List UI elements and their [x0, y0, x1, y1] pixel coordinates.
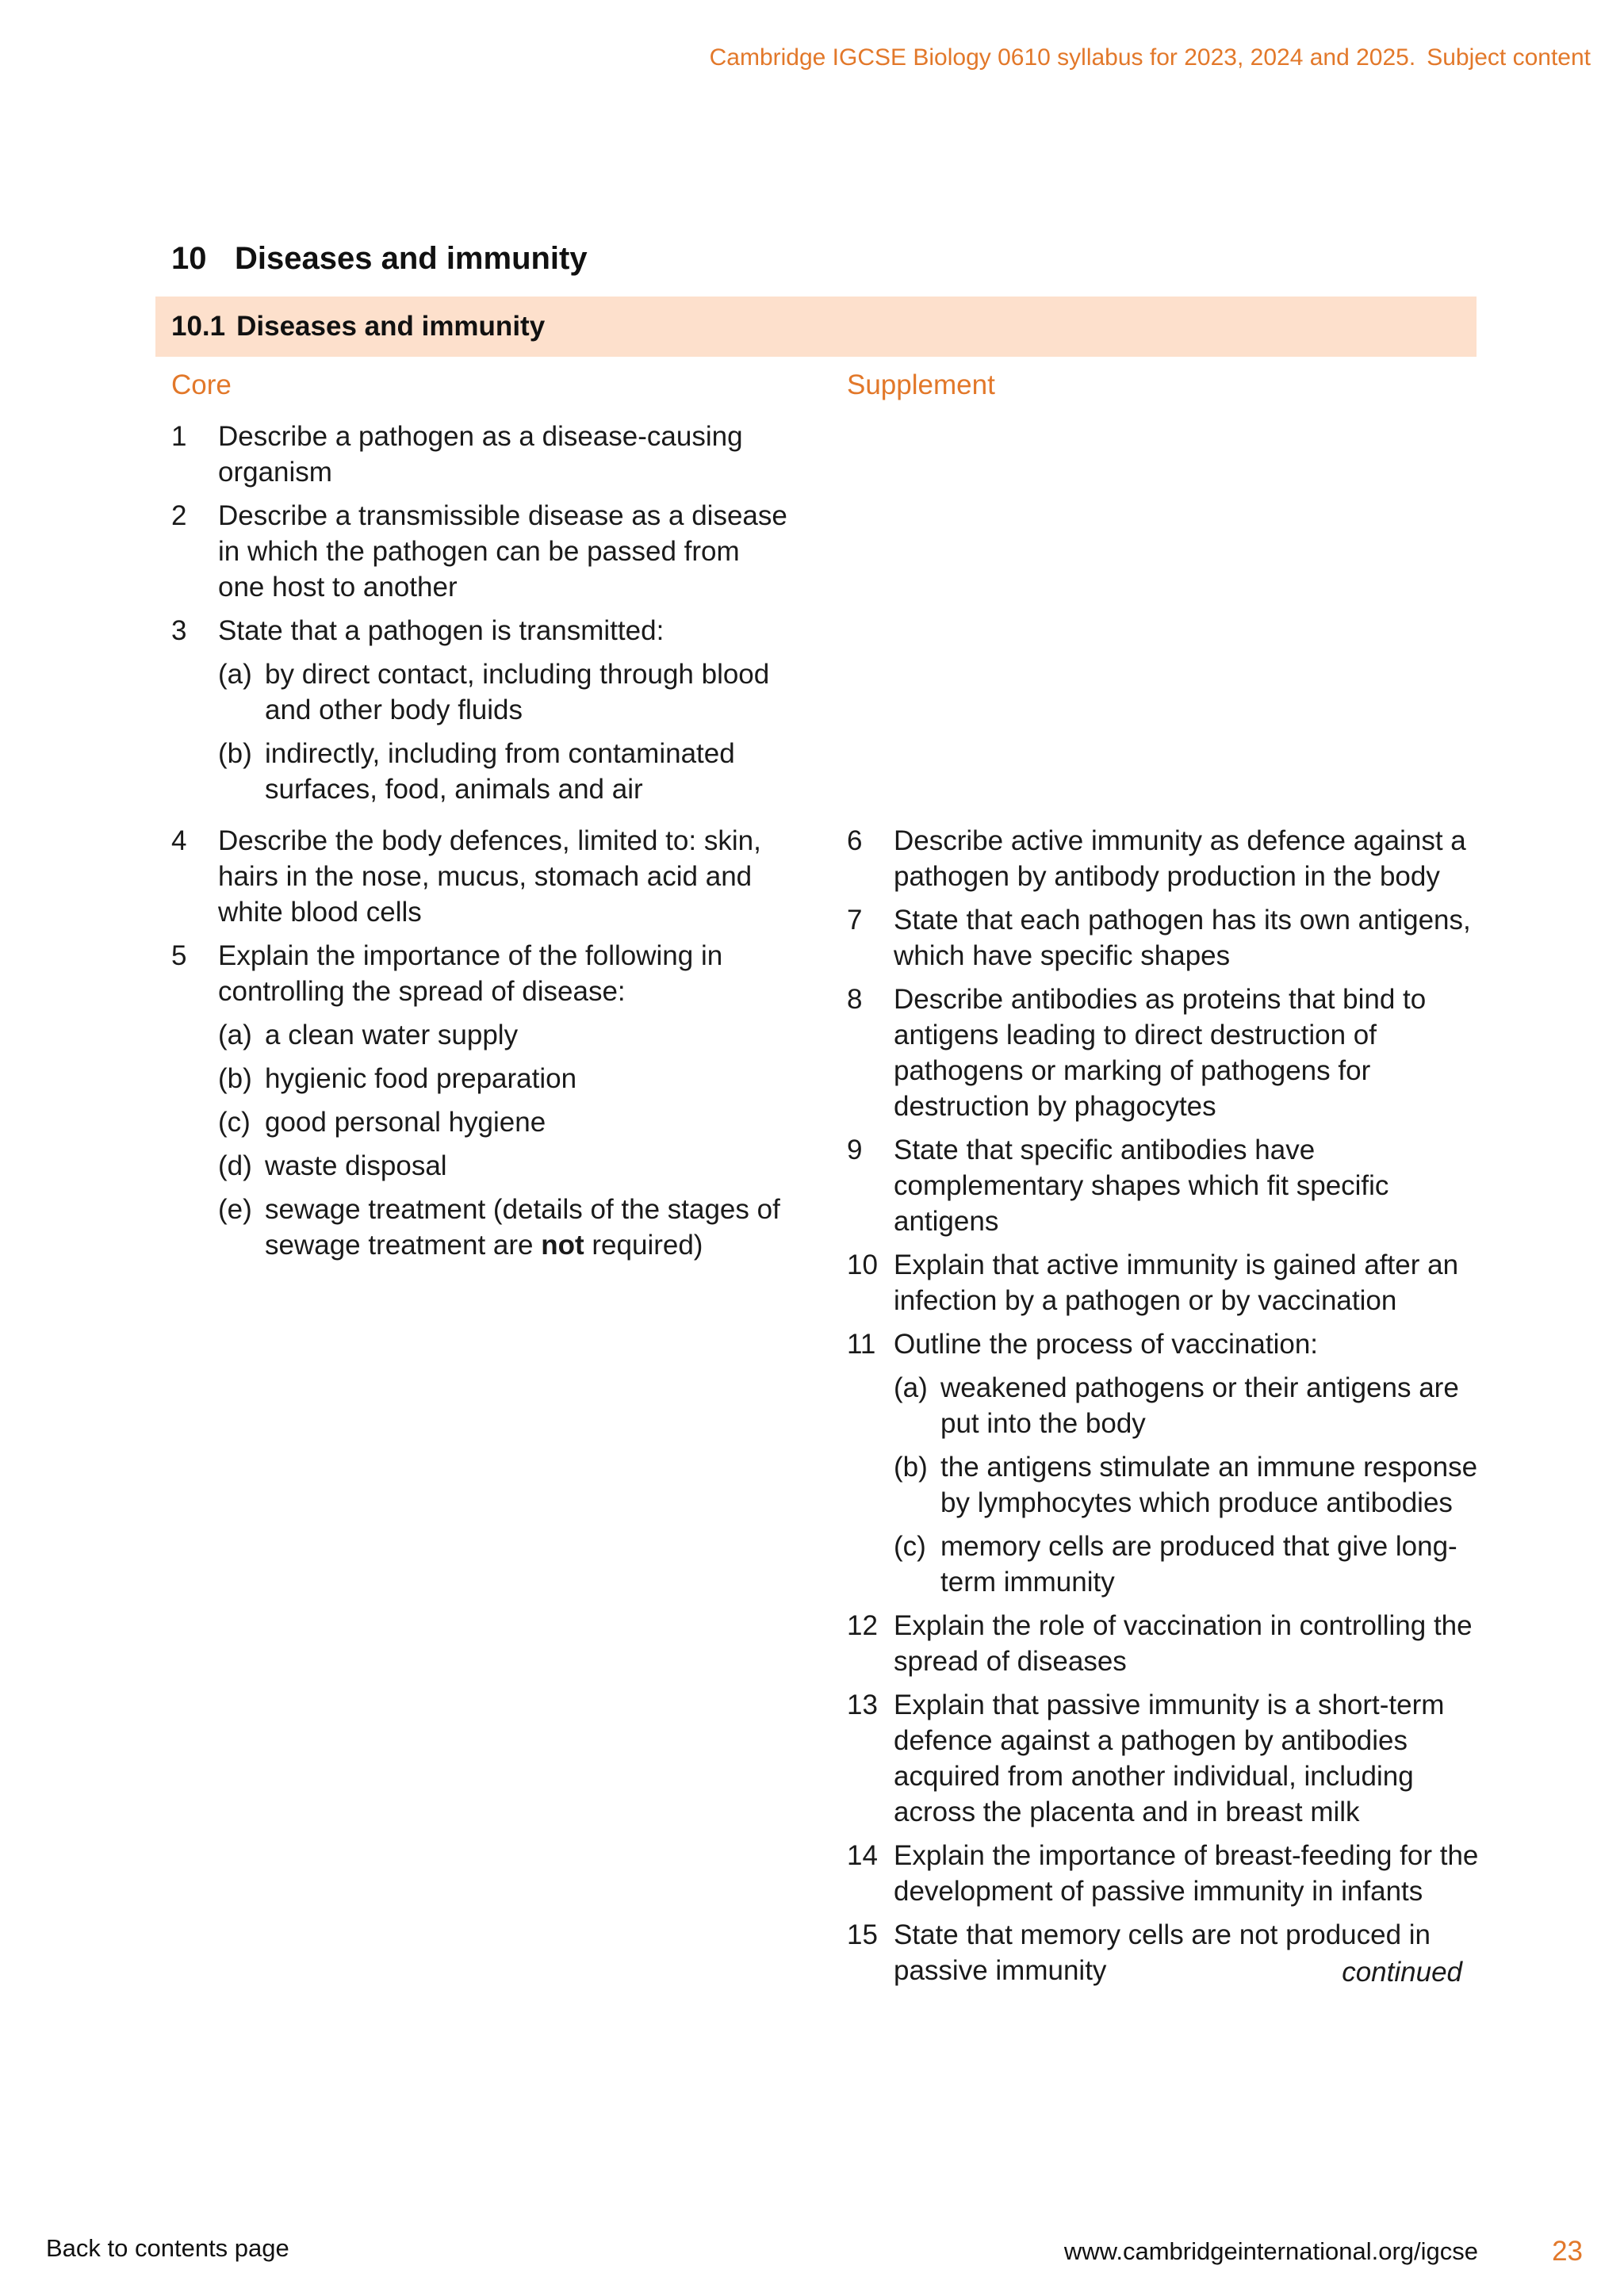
item-number: 13 — [847, 1689, 878, 1720]
sub-item — [218, 1192, 790, 1263]
list-item — [847, 1326, 1481, 1600]
sub-item-label: (a) — [218, 659, 252, 690]
list-item — [847, 823, 1481, 894]
item-body — [894, 1326, 1481, 1600]
sub-item — [894, 1529, 1481, 1600]
item-number: 10 — [847, 1249, 878, 1280]
item-number: 9 — [847, 1135, 863, 1165]
supplement-column-heading: Supplement — [847, 369, 995, 400]
item-body — [894, 823, 1481, 894]
item-text: Explain the importance of breast-feeding for the development of passive immunity in infants — [894, 1840, 1479, 1907]
item-text: Explain that active immunity is gained after an infection by a pathogen or by vaccination — [894, 1249, 1459, 1316]
item-text: Describe the body defences, limited to: skin, hairs in the nose, mucus, stomach acid and white blood cells — [218, 825, 761, 928]
sub-item — [218, 1148, 790, 1184]
item-number: 14 — [847, 1840, 878, 1871]
item-body — [218, 823, 790, 930]
sub-item — [218, 1061, 790, 1096]
list-item — [171, 419, 790, 490]
item-body — [894, 1687, 1481, 1830]
core-column-heading: Core — [171, 369, 232, 400]
item-body — [894, 1247, 1481, 1318]
sub-item-label: (e) — [218, 1194, 252, 1225]
section-number: 10 — [171, 241, 207, 276]
item-text: Explain that passive immunity is a short-term defence against a pathogen by antibodies acquired from another individual, including across the placenta and in breast milk — [894, 1689, 1445, 1827]
item-number: 15 — [847, 1919, 878, 1950]
list-item — [847, 902, 1481, 974]
item-number: 12 — [847, 1610, 878, 1641]
item-body — [894, 1132, 1481, 1239]
item-number: 11 — [847, 1329, 876, 1360]
item-body — [218, 613, 790, 807]
item-text: Explain the role of vaccination in controlling the spread of diseases — [894, 1610, 1473, 1677]
list-item — [847, 1608, 1481, 1679]
sub-item-label: (a) — [218, 1020, 252, 1050]
item-body — [218, 498, 790, 605]
page-number: 23 — [1552, 2236, 1583, 2267]
item-text: Describe a pathogen as a disease-causing organism — [218, 421, 743, 488]
topic-number: 10.1 — [171, 311, 226, 342]
item-body — [218, 938, 790, 1263]
list-item — [847, 1838, 1481, 1909]
list-item — [171, 613, 790, 807]
core-list-bottom — [171, 823, 790, 1271]
running-header — [710, 44, 1591, 71]
item-text: Outline the process of vaccination: — [894, 1329, 1319, 1360]
sub-item-text: by direct contact, including through blood and other body fluids — [265, 659, 770, 725]
list-item — [847, 1132, 1481, 1239]
back-to-contents-link[interactable]: Back to contents page — [46, 2234, 289, 2262]
sub-item-label: (a) — [894, 1372, 928, 1403]
sub-item-label: (c) — [218, 1107, 251, 1138]
item-number: 7 — [847, 905, 863, 936]
item-number: 3 — [171, 615, 187, 646]
sub-item-text: waste disposal — [265, 1150, 447, 1181]
item-text: Describe active immunity as defence against a pathogen by antibody production in the body — [894, 825, 1466, 892]
topic-heading-band — [155, 297, 1477, 357]
sub-item — [218, 656, 790, 728]
list-item — [847, 1687, 1481, 1830]
item-number: 6 — [847, 825, 863, 856]
item-number: 5 — [171, 940, 187, 971]
list-item — [171, 823, 790, 930]
item-number: 4 — [171, 825, 187, 856]
sub-item-label: (b) — [218, 738, 252, 769]
sub-item-label: (d) — [218, 1150, 252, 1181]
section-heading — [171, 241, 588, 277]
sub-item-text — [265, 1192, 790, 1263]
item-number: 8 — [847, 984, 863, 1015]
item-body — [894, 1838, 1481, 1909]
item-text: Describe a transmissible disease as a disease in which the pathogen can be passed from one host to another — [218, 500, 787, 603]
item-text: State that memory cells are not produced in passive immunity — [894, 1919, 1431, 1986]
item-body — [894, 1608, 1481, 1679]
item-text: Describe antibodies as proteins that bind to antigens leading to direct destruction of pathogens or marking of pathogens for destruction by phagocytes — [894, 984, 1427, 1122]
item-body — [218, 419, 790, 490]
sub-item-text-before: sewage treatment (details of the stages of sewage treatment are — [265, 1194, 780, 1261]
sub-item-text-bold: not — [541, 1230, 584, 1261]
item-text: State that specific antibodies have complementary shapes which fit specific antigens — [894, 1135, 1389, 1237]
item-body — [894, 902, 1481, 974]
section-label: Subject content — [1427, 44, 1591, 71]
syllabus-title: Cambridge IGCSE Biology 0610 syllabus for 2023, 2024 and 2025. — [709, 44, 1416, 71]
topic-title: Diseases and immunity — [236, 311, 546, 342]
sub-item-text: weakened pathogens or their antigens are put into the body — [940, 1372, 1459, 1439]
sub-item-text-after: required) — [584, 1230, 703, 1261]
sub-item-label: (b) — [218, 1063, 252, 1094]
item-text: State that a pathogen is transmitted: — [218, 615, 665, 646]
sub-item — [218, 736, 790, 807]
sub-item-label: (c) — [894, 1531, 926, 1562]
sub-item — [894, 1370, 1481, 1441]
list-item — [171, 498, 790, 605]
item-number: 2 — [171, 500, 187, 531]
sub-item-text: indirectly, including from contaminated surfaces, food, animals and air — [265, 738, 735, 805]
item-text: State that each pathogen has its own antigens, which have specific shapes — [894, 905, 1471, 971]
item-number: 1 — [171, 421, 187, 452]
sub-item-text: good personal hygiene — [265, 1107, 546, 1138]
sub-item-text: a clean water supply — [265, 1020, 519, 1050]
list-item — [171, 938, 790, 1263]
list-item — [847, 982, 1481, 1124]
item-body — [894, 982, 1481, 1124]
item-text: Explain the importance of the following in controlling the spread of disease: — [218, 940, 723, 1007]
supplement-list — [847, 823, 1481, 1996]
sub-item-text: the antigens stimulate an immune response by lymphocytes which produce antibodies — [940, 1452, 1478, 1518]
sub-item-text: memory cells are produced that give long-term immunity — [940, 1531, 1457, 1598]
list-item — [847, 1247, 1481, 1318]
sub-item-text: hygienic food preparation — [265, 1063, 577, 1094]
footer-url: www.cambridgeinternational.org/igcse — [1063, 2237, 1478, 2265]
sub-item — [218, 1104, 790, 1140]
core-list-top — [171, 419, 790, 815]
sub-item-label: (b) — [894, 1452, 928, 1483]
continued-note: continued — [1342, 1957, 1462, 1988]
sub-item — [894, 1449, 1481, 1521]
sub-item — [218, 1017, 790, 1053]
section-title: Diseases and immunity — [235, 241, 588, 276]
